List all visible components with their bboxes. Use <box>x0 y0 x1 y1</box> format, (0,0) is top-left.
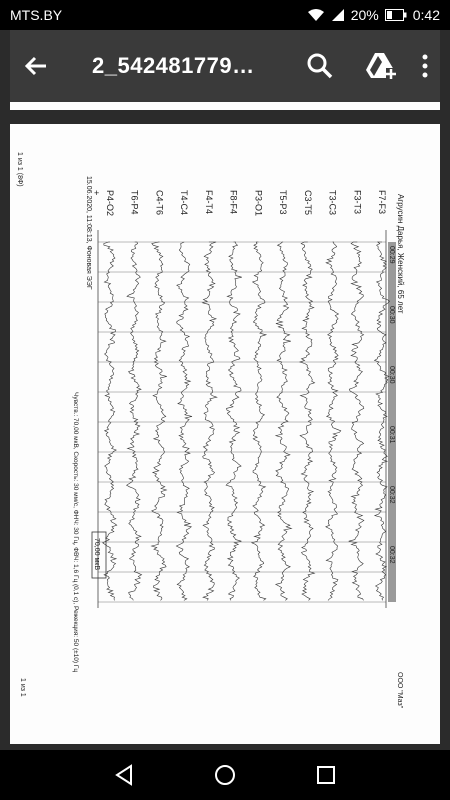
carrier-name: MTS.BY <box>10 7 63 23</box>
channel-label: C4-T6 <box>154 190 165 216</box>
patient-header: Агрусин Дарья, Женский, 65 лет <box>396 194 405 314</box>
battery-percent: 20% <box>350 7 379 23</box>
eeg-traces <box>103 242 390 600</box>
eeg-trace <box>252 242 266 600</box>
time-mark: 00:30 <box>388 306 395 324</box>
eeg-trace <box>349 242 364 600</box>
eeg-trace <box>176 242 192 600</box>
organization-label: ООО "Маз" <box>396 672 403 709</box>
status-icons <box>307 7 440 23</box>
channel-labels <box>105 190 387 216</box>
document-page <box>10 124 440 744</box>
plus-mark: + <box>94 188 100 198</box>
eeg-recording-scan <box>10 124 440 744</box>
channel-label: T4-C4 <box>179 190 190 216</box>
eeg-trace <box>326 242 341 600</box>
channel-label: P4-O2 <box>105 190 115 217</box>
status-bar <box>0 0 450 30</box>
page-number: 1 из 1 <box>19 678 26 697</box>
eeg-trace <box>203 242 217 600</box>
eeg-grid <box>98 230 386 608</box>
channel-label: C3-T5 <box>302 190 313 216</box>
channel-label: T5-P3 <box>278 190 289 215</box>
channel-label: F4-T4 <box>203 190 214 215</box>
eeg-trace <box>375 242 390 600</box>
recents-nav-icon[interactable] <box>314 763 338 787</box>
battery-icon <box>385 9 407 21</box>
left-edge-text: 1 из 1 (8Ф) <box>16 152 23 187</box>
document-viewer[interactable] <box>0 110 450 750</box>
eeg-trace <box>127 242 142 600</box>
home-nav-icon[interactable] <box>213 763 237 787</box>
back-nav-icon[interactable] <box>112 763 136 787</box>
time-mark: 00:32 <box>388 546 395 564</box>
file-title: 2_542481779… <box>92 53 255 78</box>
channel-label: F3-T3 <box>352 190 363 215</box>
eeg-trace <box>276 242 292 600</box>
scale-label: 70,00 мкВ <box>93 538 100 571</box>
channel-label: T3-C3 <box>327 190 338 216</box>
more-options-icon[interactable] <box>420 52 430 80</box>
clock: 0:42 <box>412 7 440 23</box>
time-mark: 00:31 <box>388 426 395 444</box>
eeg-trace <box>300 242 315 600</box>
channel-label: F8-F4 <box>228 190 239 215</box>
viewer-app-bar <box>10 30 440 102</box>
eeg-trace <box>226 242 242 600</box>
channel-label: P3-O1 <box>253 190 264 217</box>
time-mark: 00:29 <box>388 246 395 264</box>
recording-parameters: Чувств.: 70,00 мкВ, Скорость: 30 мм/с, ФНЧ: 30 Гц, ФВЧ: 1,6 Гц (0,1 с), Режекция: 50 (±10) Гц <box>72 392 79 673</box>
add-to-drive-icon[interactable] <box>364 50 396 82</box>
search-icon[interactable] <box>306 52 334 80</box>
app-bar-divider <box>10 102 440 110</box>
recording-date: 15.06.2020, 11:08:13, Фоновая ЭЭГ <box>85 176 92 290</box>
wifi-icon <box>307 8 325 22</box>
time-axis-bar <box>388 242 396 602</box>
channel-label: T6-P4 <box>129 190 140 215</box>
eeg-trace <box>152 242 167 600</box>
channel-label: F7-F3 <box>377 190 387 215</box>
eeg-trace <box>103 242 117 600</box>
time-mark: 00:32 <box>388 486 395 504</box>
time-mark: 00:30 <box>388 366 395 384</box>
back-arrow-icon[interactable] <box>22 52 50 80</box>
android-nav-bar <box>0 750 450 800</box>
signal-icon <box>331 8 345 22</box>
